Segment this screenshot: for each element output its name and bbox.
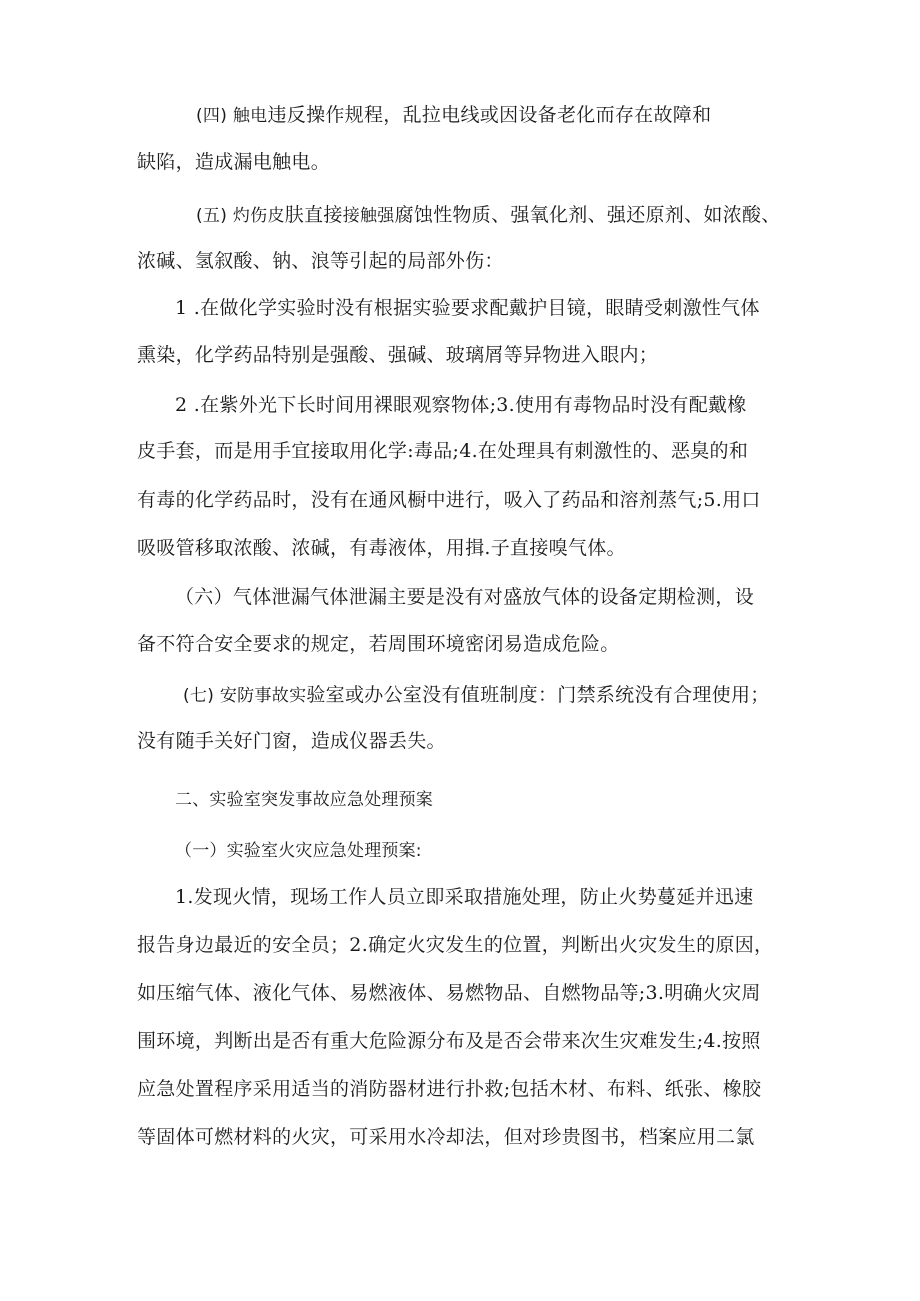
paragraph-security-line-2: 没有随手关好门窗，造成仪器丢失。	[137, 730, 446, 752]
burn-heading: (五) 灼伤皮	[196, 206, 285, 226]
fire-procedure-line-1: 1.发现火情，现场工作人员立即采取措施处理，防止火势蔓延并迅速	[175, 886, 754, 908]
item-2-line-3: 有毒的化学药品时，没有在通风橱中进行，吸入了药品和溶剂蒸气;5.用口	[137, 489, 761, 511]
item-1-line-2: 熏染，化学药品特别是强酸、强碱、玻璃屑等异物进入眼内；	[137, 344, 659, 366]
paragraph-electric-shock-line-2: 缺陷，造成漏电触电。	[137, 151, 331, 173]
security-text: 验室或办公室没有值班制度：门禁系统没有合理使用；	[306, 684, 770, 706]
paragraph-burn-line-1	[196, 203, 781, 228]
subsection-fire-title: （一）实验室火灾应急处理预案:	[175, 841, 422, 861]
fire-procedure-line-2: 报告身边最近的安全员；2.确定火灾发生的位置，判断出火灾发生的原因，	[137, 934, 774, 956]
electric-shock-heading: (四) 触电	[196, 106, 268, 126]
paragraph-electric-shock-line-1	[196, 103, 711, 128]
fire-procedure-line-3: 如压缩气体、液化气体、易燃液体、易燃物品、自燃物品等;3.明确火灾周	[137, 982, 761, 1004]
burn-text-c: 腐蚀性物质、强氧化剂、强还原剂、如浓酸、	[394, 204, 781, 226]
burn-text-a: 肤直接	[284, 204, 343, 226]
item-2-line-2: 皮手套，而是用手宜接取用化学:毒品;4.在处理具有刺激性的、恶臭的和	[137, 440, 749, 462]
fire-procedure-line-5: 应急处置程序采用适当的消防器材进行扑救;包括木材、布料、纸张、橡胶	[137, 1078, 762, 1100]
paragraph-gas-leak-line-2: 备不符合安全要求的规定，若周围环境密闭易造成危险。	[137, 633, 620, 655]
burn-bold-b: 接触强	[342, 206, 395, 226]
section-2-title: 二、实验室突发事故应急处理预案	[175, 790, 433, 810]
security-heading: (七) 安防事故实	[183, 686, 307, 706]
electric-shock-text: 违反操作规程，乱拉电线或因设备老化而存在故障和	[267, 104, 712, 126]
fire-procedure-line-4: 围环境，判断出是否有重大危险源分布及是否会带来次生灾难发生;4.按照	[137, 1030, 761, 1052]
paragraph-gas-leak-line-1: （六）气体泄漏气体泄漏主要是没有对盛放气体的设备定期检测，设	[175, 586, 755, 608]
fire-procedure-line-6: 等固体可燃材料的火灾，可采用水冷却法，但对珍贵图书，档案应用二氯	[137, 1126, 755, 1148]
paragraph-burn-line-2: 浓碱、氢叙酸、钠、浪等引起的局部外伤：	[137, 250, 504, 272]
item-2-line-4: 吸吸管移取浓酸、浓碱，有毒液体，用揖.子直接嗅气体。	[137, 537, 626, 559]
item-1-line-1: 1 .在做化学实验时没有根据实验要求配戴护目镜，眼睛受刺激性气体	[175, 297, 760, 319]
item-2-line-1: 2 .在紫外光下长时间用裸眼观察物体;3.使用有毒物品时没有配戴橡	[175, 394, 747, 416]
paragraph-security-line-1	[183, 683, 770, 708]
